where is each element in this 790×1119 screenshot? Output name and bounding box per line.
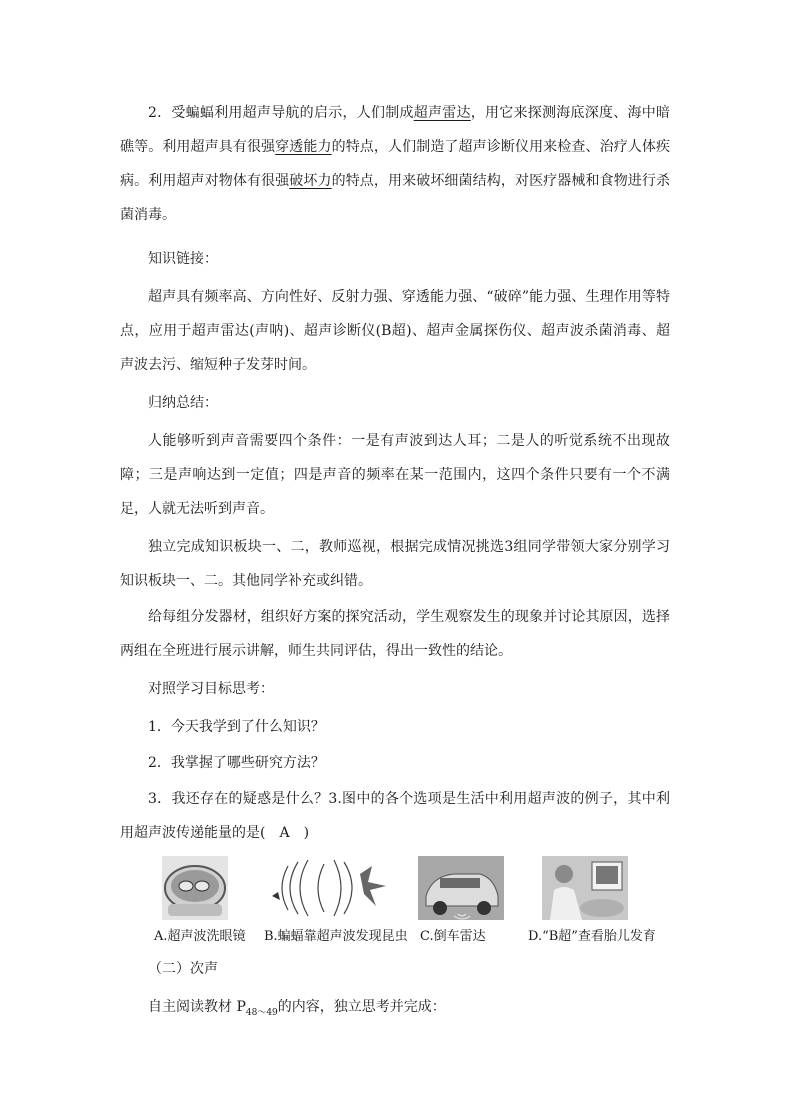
heading-knowledge-link: 知识链接： [148, 251, 218, 267]
paragraph-read-textbook: 自主阅读教材 $P_{48\sim 49}$的内容，独立思考并完成： [148, 999, 446, 1018]
paragraph-knowledge-link: 超声具有频率高、方向性好、反射力强、穿透能力强、“破碎”能力强、生理作用等特点，应用于超声雷达(声呐)、超声诊断仪(B超)、超声金属探伤仪、超声波杀菌消毒、超声波去污、缩短种子发芽时间。 [120, 289, 670, 373]
blank-destructive-power: 破坏力 [289, 173, 332, 189]
paragraph-ultrasound-applications: 2．受蝙蝠利用超声导航的启示，人们制成超声雷达，用它来探测海底深度、海中暗礁等。利用超声具有很强穿透能力的特点，人们制造了超声诊断仪用来检查、治疗人体疾病。利用超声对物体有很强破坏力的特点，用来破坏细菌结构，对医疗器械和食物进行杀菌消毒。 [120, 105, 671, 223]
heading-summary: 归纳总结： [148, 395, 218, 411]
figure-b-bat-echolocation [268, 856, 392, 920]
caption-c: C.倒车雷达 [420, 929, 486, 944]
heading-reflection: 对照学习目标思考： [148, 681, 274, 697]
figure-a-glasses-cleaner [162, 856, 228, 920]
blank-ultrasonic-radar: 超声雷达 [413, 105, 471, 121]
caption-d: D.“B超”查看胎儿发育 [528, 929, 656, 944]
section-heading-infrasound: （二）次声 [148, 961, 218, 977]
figure-d-b-ultrasound [542, 856, 628, 920]
question-2: 2．我掌握了哪些研究方法？ [148, 755, 325, 771]
paragraph-independent-work: 独立完成知识板块一、二，教师巡视，根据完成情况挑选3组同学带领大家分别学习知识板块一、二。其他同学补充或纠错。 [120, 539, 670, 589]
caption-b: B.蝙蝠靠超声波发现昆虫 [264, 929, 408, 944]
caption-a: A.超声波洗眼镜 [154, 929, 246, 944]
paragraph-group-activity: 给每组分发器材，组织好方案的探究活动，学生观察发生的现象并讨论其原因，选择两组在全班进行展示讲解，师生共同评估，得出一致性的结论。 [120, 609, 670, 659]
figure-c-reversing-radar [418, 856, 504, 920]
blank-penetration: 穿透能力 [275, 139, 332, 155]
question-1: 1．今天我学到了什么知识？ [148, 719, 325, 735]
question-3: 3．我还存在的疑惑是什么？3.图中的各个选项是生活中利用超声波的例子，其中利用超声波传递能量的是( A ) [120, 791, 670, 841]
paragraph-summary: 人能够听到声音需要四个条件：一是有声波到达人耳；二是人的听觉系统不出现故障；三是声响达到一定值；四是声音的频率在某一范围内，这四个条件只要有一个不满足，人就无法听到声音。 [120, 433, 670, 517]
